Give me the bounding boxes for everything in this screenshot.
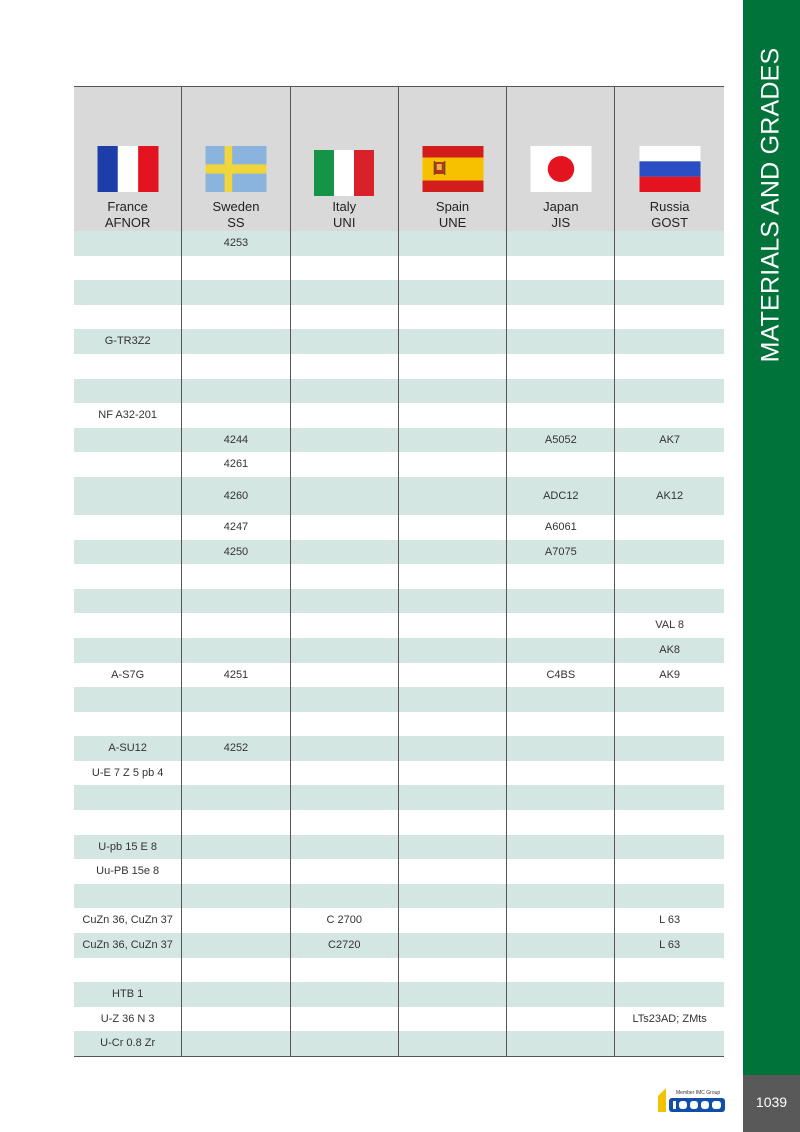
table-cell [399,785,507,810]
table-cell [399,280,507,305]
table-row [74,452,724,477]
table-cell: AK12 [656,489,684,502]
table-cell [291,305,399,330]
table-cell [291,515,399,540]
table-cell [507,908,615,933]
table-row [74,403,724,428]
table-row [74,329,724,354]
table-cell [615,231,723,256]
table-row [74,638,724,663]
table-cell [182,564,290,589]
table-cell: 4251 [182,663,290,688]
grades-table [74,86,724,1057]
table-cell: L 63 [659,939,681,952]
table-cell [615,540,723,565]
table-cell [74,712,182,737]
header-france [74,87,182,231]
table-cell [182,354,290,379]
table-cell [74,564,182,589]
table-cell [399,687,507,712]
table-cell [399,1007,507,1032]
table-cell [291,736,399,761]
table-row [74,305,724,330]
table-cell [615,403,723,428]
table-cell [615,379,723,404]
table-cell [74,958,182,983]
table-cell [182,305,290,330]
table-cell [74,477,182,515]
table-cell [507,835,615,860]
table-cell [399,884,507,909]
table-cell [615,982,723,1007]
header-italy [291,87,399,231]
header-japan [507,87,615,231]
table-cell [507,761,615,786]
table-cell [507,452,615,477]
table-cell [615,515,723,540]
table-cell [182,884,290,909]
table-cell [291,589,399,614]
table-cell [615,958,723,983]
table-cell [615,785,723,810]
table-cell [507,859,615,884]
table-row [74,231,724,256]
table-cell [399,231,507,256]
page-number: 1039 [755,1094,788,1110]
table-cell [182,810,290,835]
table-row [74,1007,724,1032]
table-cell [291,231,399,256]
spain-flag-icon [422,146,483,192]
table-cell [291,663,399,688]
table-cell [615,329,723,354]
table-cell [182,379,290,404]
table-cell [615,452,723,477]
column-country: Sweden [212,199,260,214]
table-row [74,589,724,614]
table-cell [615,736,723,761]
table-cell [74,810,182,835]
table-cell [615,256,723,281]
table-cell [507,736,615,761]
table-cell: ADC12 [507,477,615,515]
table-cell [74,589,182,614]
table-row [74,761,724,786]
column-country: Japan [543,199,579,214]
table-row [74,1031,724,1056]
table-cell [291,1031,399,1056]
table-cell [182,613,290,638]
table-cell [399,477,507,515]
table-cell [399,859,507,884]
table-row [74,428,724,453]
table-cell [291,712,399,737]
table-cell [74,231,182,256]
table-cell [615,305,723,330]
table-row [74,515,724,540]
table-cell [399,835,507,860]
table-row [74,933,724,958]
table-cell [74,305,182,330]
table-cell [399,613,507,638]
table-cell [507,379,615,404]
table-cell [291,687,399,712]
table-body [74,231,724,1057]
table-cell [615,810,723,835]
table-cell [182,835,290,860]
table-cell [291,540,399,565]
table-cell [291,329,399,354]
table-row [74,785,724,810]
table-row [74,859,724,884]
table-cell [399,354,507,379]
table-cell [507,933,615,958]
table-cell [74,452,182,477]
table-cell [615,859,723,884]
table-cell: CuZn 36, CuZn 37 [74,933,182,958]
column-standard: UNI [333,215,356,230]
column-standard: SS [227,215,245,230]
table-cell [74,515,182,540]
table-cell [182,958,290,983]
table-cell [74,687,182,712]
table-cell [74,638,182,663]
table-cell [507,403,615,428]
table-cell [291,884,399,909]
table-cell [291,280,399,305]
table-cell [74,785,182,810]
table-cell: A6061 [507,515,615,540]
table-cell: U-pb 15 E 8 [74,835,182,860]
table-cell [291,835,399,860]
table-cell: VAL 8 [655,619,684,632]
table-cell [291,256,399,281]
table-cell [615,280,723,305]
table-cell [291,958,399,983]
table-cell [399,663,507,688]
table-cell: G-TR3Z2 [74,329,182,354]
table-cell [399,712,507,737]
table-cell [291,477,399,515]
table-cell [182,403,290,428]
table-cell [507,589,615,614]
table-cell: Uu-PB 15e 8 [74,859,182,884]
table-cell [507,564,615,589]
table-cell: A7075 [507,540,615,565]
table-cell [74,256,182,281]
table-cell [399,515,507,540]
table-cell: U-Cr 0.8 Zr [74,1031,182,1056]
table-cell [399,736,507,761]
table-cell: AK9 [659,668,681,681]
table-cell [507,231,615,256]
table-cell [291,638,399,663]
table-cell [291,564,399,589]
table-cell: NF A32-201 [74,403,182,428]
table-row [74,958,724,983]
table-cell [507,613,615,638]
table-cell [182,761,290,786]
table-cell [182,908,290,933]
table-header [74,86,724,231]
table-row [74,663,724,688]
table-cell [182,687,290,712]
table-cell [291,613,399,638]
table-cell: CuZn 36, CuZn 37 [74,908,182,933]
column-country: Spain [435,199,470,214]
table-row [74,982,724,1007]
table-cell [182,256,290,281]
table-cell [507,884,615,909]
table-cell: A-SU12 [74,736,182,761]
table-cell: LTs23AD; ZMts [632,1012,707,1025]
table-row [74,354,724,379]
table-cell [615,761,723,786]
table-cell [182,712,290,737]
table-cell [507,982,615,1007]
table-cell [507,280,615,305]
table-cell [615,589,723,614]
table-cell [74,540,182,565]
table-cell [615,687,723,712]
column-standard: UNE [438,215,467,230]
table-row [74,712,724,737]
table-cell [74,379,182,404]
table-cell [291,859,399,884]
table-cell [399,810,507,835]
table-cell [291,379,399,404]
table-cell [74,354,182,379]
table-cell [74,428,182,453]
table-cell [507,256,615,281]
table-cell [507,305,615,330]
table-cell [399,908,507,933]
table-cell: U-Z 36 N 3 [74,1007,182,1032]
table-cell [399,564,507,589]
table-cell: HTB 1 [74,982,182,1007]
table-row [74,256,724,281]
table-cell [182,638,290,663]
table-cell [399,1031,507,1056]
table-cell [182,933,290,958]
table-cell [291,810,399,835]
table-cell: L 63 [659,914,681,927]
table-row [74,379,724,404]
table-cell [399,329,507,354]
column-country: Russia [649,199,690,214]
table-row [74,908,724,933]
section-title: MATERIALS AND GRADES [756,47,785,363]
table-cell [399,589,507,614]
table-cell [291,452,399,477]
table-cell [399,958,507,983]
table-cell [615,712,723,737]
table-cell [615,884,723,909]
column-country: France [107,199,148,214]
table-cell [399,256,507,281]
table-cell [507,1007,615,1032]
table-cell: 4247 [182,515,290,540]
table-row [74,564,724,589]
table-row [74,477,724,515]
column-standard: JIS [551,215,571,230]
table-cell [74,280,182,305]
table-cell [74,613,182,638]
table-cell: 4244 [182,428,290,453]
table-cell [182,785,290,810]
table-cell [291,785,399,810]
table-cell: U-E 7 Z 5 pb 4 [74,761,182,786]
table-cell [399,933,507,958]
table-cell [74,884,182,909]
table-cell [507,958,615,983]
column-standard: AFNOR [104,215,151,230]
table-cell [399,982,507,1007]
france-flag-icon [97,146,158,192]
table-cell [615,354,723,379]
table-row [74,810,724,835]
table-cell [507,687,615,712]
table-cell [291,982,399,1007]
table-cell [507,810,615,835]
table-cell [507,712,615,737]
table-cell [291,1007,399,1032]
table-cell [399,540,507,565]
table-row [74,540,724,565]
column-standard: GOST [651,215,689,230]
table-cell: C2720 [291,933,399,958]
italy-flag-icon [314,150,374,196]
table-cell [291,403,399,428]
table-cell: C 2700 [291,908,399,933]
table-row [74,835,724,860]
table-cell [507,785,615,810]
table-cell [182,589,290,614]
table-cell [615,1031,723,1056]
table-cell: AK7 [659,433,681,446]
header-sweden [182,87,290,231]
table-cell: 4250 [182,540,290,565]
table-row [74,736,724,761]
table-cell [507,354,615,379]
table-cell [182,329,290,354]
table-cell: A5052 [507,428,615,453]
table-cell [399,379,507,404]
column-country: Italy [332,199,357,214]
logo-caption: Member IMC Group [676,1090,721,1096]
table-cell [507,329,615,354]
table-cell [507,1031,615,1056]
table-cell [507,638,615,663]
table-row [74,884,724,909]
header-russia [615,87,723,231]
sweden-flag-icon [205,146,266,192]
table-cell [182,280,290,305]
table-cell [399,403,507,428]
table-cell [399,761,507,786]
table-cell: 4261 [182,452,290,477]
table-cell [291,761,399,786]
table-cell [182,982,290,1007]
table-cell [182,859,290,884]
russia-flag-icon [639,146,700,192]
table-row [74,687,724,712]
table-cell: 4253 [182,231,290,256]
japan-flag-icon [530,146,591,192]
table-row [74,613,724,638]
table-cell [182,1007,290,1032]
table-cell: 4252 [182,736,290,761]
table-cell [399,428,507,453]
table-row [74,280,724,305]
header-spain [399,87,507,231]
table-cell: AK8 [659,643,681,656]
table-cell: C4BS [507,663,615,688]
table-cell [615,835,723,860]
table-cell [182,1031,290,1056]
table-cell [399,638,507,663]
table-cell: A-S7G [74,663,182,688]
table-cell [291,354,399,379]
table-cell [291,428,399,453]
table-cell: 4260 [182,477,290,515]
table-cell [615,564,723,589]
table-cell [399,452,507,477]
table-cell [399,305,507,330]
